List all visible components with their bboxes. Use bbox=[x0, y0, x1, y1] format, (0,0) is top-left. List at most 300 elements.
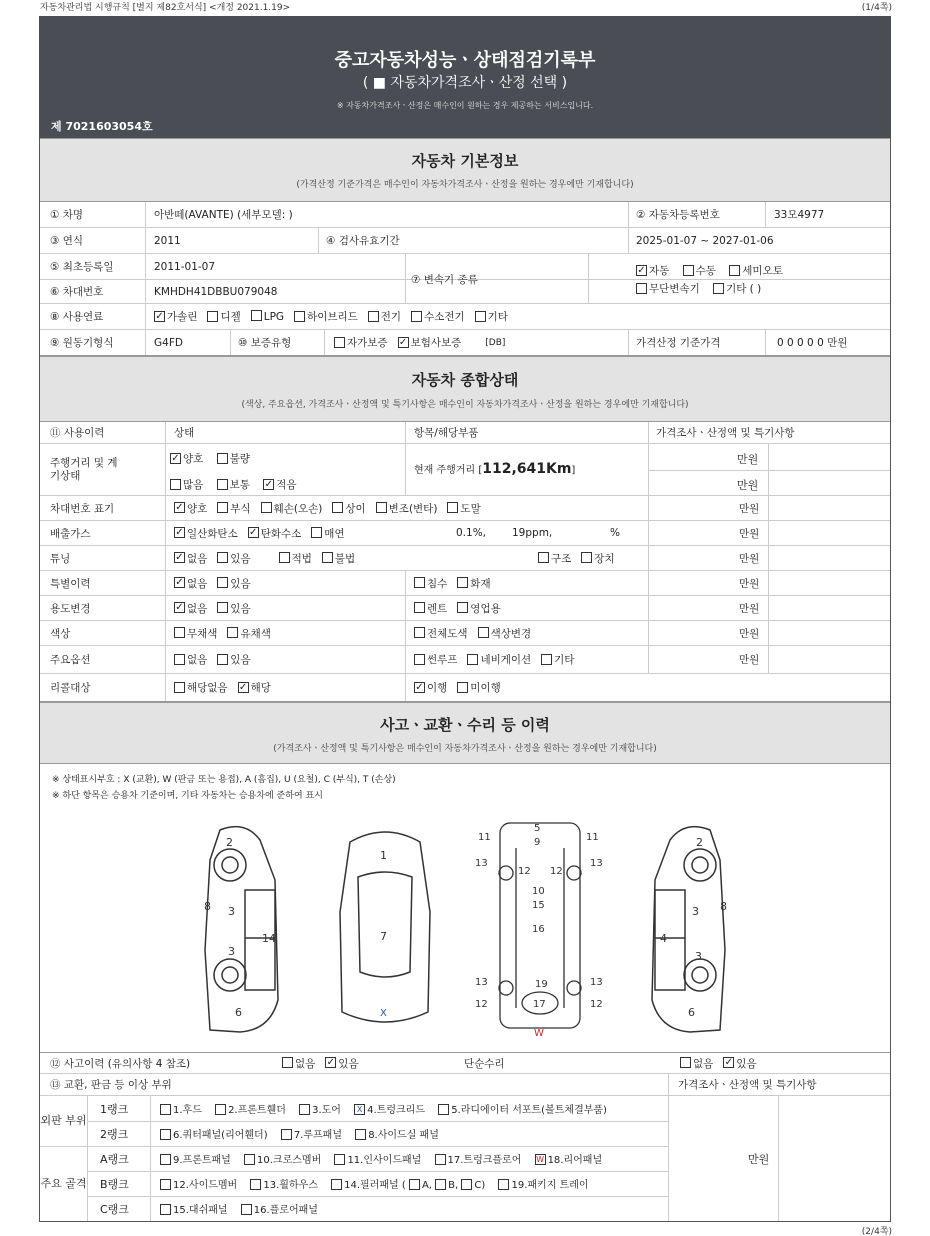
overall-subtitle: (색상, 주요옵션, 가격조사ㆍ산정액 및 특기사항은 매수인이 자동차가격조사ㆍ산정을 원하는 경우에만 기재합니다) bbox=[241, 400, 689, 410]
checkbox-gasoline[interactable]: ✓ bbox=[155, 310, 164, 322]
svg-text:3: 3 bbox=[692, 905, 699, 918]
checkbox-accident-yes[interactable]: ✓ bbox=[326, 1057, 335, 1068]
checkbox-self-warranty[interactable] bbox=[334, 337, 345, 348]
opt-pillar-c: C) bbox=[474, 1180, 486, 1191]
label-base-price: 가격산정 기준가격 bbox=[636, 337, 721, 349]
opt-flood: 침수 bbox=[427, 577, 448, 590]
svg-text:6: 6 bbox=[688, 1006, 695, 1019]
checkbox-pillar-c[interactable] bbox=[461, 1179, 472, 1190]
opt-recall-done: 이행 bbox=[427, 682, 448, 694]
checkbox-dash-panel[interactable] bbox=[160, 1204, 171, 1215]
checkbox-flood[interactable] bbox=[414, 577, 425, 588]
checkbox-mileage-bad[interactable] bbox=[217, 453, 228, 464]
checkbox-pillar-b[interactable] bbox=[435, 1179, 446, 1190]
checkbox-hybrid[interactable] bbox=[294, 311, 305, 322]
value-car-name: 아반떼(AVANTE) (세부모델: ) bbox=[154, 209, 293, 221]
svg-text:12: 12 bbox=[518, 866, 531, 877]
opt-lpg: LPG bbox=[263, 310, 285, 323]
opt-smoke: 매연 bbox=[324, 527, 345, 540]
checkbox-electric[interactable] bbox=[368, 311, 379, 322]
opt-simple-none: 없음 bbox=[693, 1057, 714, 1070]
checkbox-cross-member[interactable] bbox=[244, 1154, 255, 1165]
label-year: ③ 연식 bbox=[50, 235, 84, 247]
opt-electric: 전기 bbox=[380, 311, 402, 323]
opt-roof-panel: 7.루프패널 bbox=[293, 1130, 342, 1141]
svg-text:14: 14 bbox=[262, 932, 276, 945]
opt-dash-panel: 15.대쉬패널 bbox=[173, 1205, 228, 1216]
car-frame-diagram bbox=[470, 818, 610, 1038]
opt-color-change: 색상변경 bbox=[490, 627, 532, 640]
opt-device: 장치 bbox=[594, 552, 615, 565]
opt-side-member: 12.사이드멤버 bbox=[173, 1180, 238, 1191]
unit-vin: 만원 bbox=[739, 502, 760, 515]
label-engine: ⑨ 원동기형식 bbox=[50, 337, 114, 349]
label-parts: ⑬ 교환, 판금 등 이상 부위 bbox=[50, 1079, 172, 1091]
checkbox-front-panel[interactable] bbox=[160, 1154, 171, 1165]
color-options bbox=[170, 621, 271, 645]
transmission-options bbox=[636, 263, 783, 278]
opt-special-none: 없음 bbox=[187, 577, 208, 590]
checkbox-smoke[interactable] bbox=[311, 527, 322, 538]
opt-pillar-a: A, bbox=[421, 1180, 432, 1191]
svg-text:13: 13 bbox=[475, 977, 488, 988]
svg-text:12: 12 bbox=[550, 866, 563, 877]
value-engine: G4FD bbox=[154, 336, 183, 349]
opt-tuning-legal: 적법 bbox=[291, 552, 312, 565]
checkbox-use-none[interactable]: ✓ bbox=[175, 602, 184, 613]
opt-hydrogen: 수소전기 bbox=[424, 311, 465, 323]
option-options bbox=[170, 646, 251, 673]
mileage-bracket: ] bbox=[571, 465, 576, 476]
checkbox-fire[interactable] bbox=[457, 577, 468, 588]
checkbox-side-sill[interactable] bbox=[355, 1129, 366, 1140]
checkbox-lpg[interactable] bbox=[251, 310, 262, 321]
checkbox-full-paint[interactable] bbox=[414, 627, 425, 638]
opt-accident-none: 없음 bbox=[295, 1057, 316, 1070]
value-co: 0.1%, bbox=[456, 527, 487, 539]
checkbox-simple-none[interactable] bbox=[680, 1057, 691, 1068]
car-left-side-diagram bbox=[190, 820, 290, 1040]
checkbox-side-member[interactable] bbox=[160, 1179, 171, 1190]
opt-cvt: 무단변속기 bbox=[649, 283, 700, 295]
checkbox-recall-none[interactable] bbox=[174, 682, 185, 693]
svg-text:X: X bbox=[380, 1008, 387, 1019]
row-parts-header bbox=[40, 1074, 890, 1096]
color-parts bbox=[410, 621, 531, 645]
checkbox-simple-yes[interactable]: ✓ bbox=[724, 1057, 733, 1068]
opt-trunk-lid: 4.트렁크리드 bbox=[367, 1105, 425, 1116]
checkbox-mileage-high[interactable] bbox=[170, 479, 181, 490]
opt-full-paint: 전체도색 bbox=[427, 627, 468, 640]
unit-emission: 만원 bbox=[739, 527, 760, 540]
checkbox-pillar-a[interactable] bbox=[409, 1179, 420, 1190]
accident-history-options bbox=[278, 1053, 359, 1073]
label-warranty: ⑩ 보증유형 bbox=[238, 337, 292, 349]
checkbox-wheel-house[interactable] bbox=[250, 1179, 261, 1190]
unit-special: 만원 bbox=[739, 577, 760, 590]
label-inspection-valid: ④ 검사유효기간 bbox=[326, 235, 400, 247]
svg-text:9: 9 bbox=[534, 837, 541, 848]
special-options bbox=[170, 571, 251, 595]
opt-opt-none: 없음 bbox=[187, 654, 208, 666]
checkbox-recall-done[interactable]: ✓ bbox=[415, 681, 424, 693]
svg-text:3: 3 bbox=[695, 950, 702, 963]
value-vin: KMHDH41DBBU079048 bbox=[154, 285, 278, 298]
checkbox-roof-panel[interactable] bbox=[281, 1129, 292, 1140]
checkbox-opt-other[interactable] bbox=[541, 654, 552, 665]
value-inspection-valid: 2025-01-07 ~ 2027-01-06 bbox=[636, 234, 774, 247]
value-base-price: 0 0 0 0 0 만원 bbox=[777, 337, 848, 349]
unit-use: 만원 bbox=[739, 602, 760, 615]
emission-options bbox=[170, 521, 345, 545]
mileage-state-a bbox=[170, 451, 250, 466]
checkbox-front-fender[interactable] bbox=[215, 1104, 226, 1115]
label-special: 특별이력 bbox=[50, 577, 91, 590]
row-car-name bbox=[40, 202, 890, 228]
label-rankB: B랭크 bbox=[100, 1178, 129, 1191]
checkbox-door[interactable] bbox=[299, 1104, 310, 1115]
opt-vin-different: 상이 bbox=[345, 502, 366, 515]
opt-mileage-bad: 불량 bbox=[229, 453, 250, 465]
svg-text:16: 16 bbox=[532, 924, 545, 935]
mileage-value: 112,641Km bbox=[482, 461, 572, 477]
row-special bbox=[40, 571, 890, 596]
parts-table bbox=[40, 1096, 890, 1221]
label-outer-panel: 외판 부위 bbox=[40, 1114, 87, 1127]
checkbox-mileage-good[interactable]: ✓ bbox=[171, 452, 180, 464]
label-car-name: ① 차명 bbox=[50, 209, 84, 221]
checkbox-trunk-floor[interactable] bbox=[435, 1154, 446, 1165]
label-main-frame: 주요 골격 bbox=[40, 1176, 87, 1190]
opt-pillar-panel: 14.필러패널 ( bbox=[344, 1180, 406, 1191]
svg-text:8: 8 bbox=[720, 900, 727, 913]
opt-front-panel: 9.프론트패널 bbox=[173, 1155, 231, 1166]
opt-tuning-illegal: 불법 bbox=[334, 552, 356, 565]
checkbox-recall-yes[interactable]: ✓ bbox=[238, 681, 248, 693]
form-header-note: 자동차관리법 시행규칙 [별지 제82호서식] <개정 2021.1.19> bbox=[40, 3, 291, 13]
checkbox-diesel[interactable] bbox=[207, 311, 218, 322]
label-first-reg: ⑤ 최초등록일 bbox=[50, 261, 114, 273]
checkbox-rent[interactable] bbox=[414, 602, 425, 613]
col-history: ⑪ 사용이력 bbox=[50, 427, 105, 439]
checkbox-auto[interactable]: ✓ bbox=[637, 264, 646, 276]
checkbox-trunk-lid[interactable]: X bbox=[354, 1104, 365, 1115]
opt-structure: 구조 bbox=[551, 552, 572, 565]
row-year bbox=[40, 228, 890, 254]
frame-rankB-items bbox=[160, 1176, 589, 1191]
opt-sunroof: 썬루프 bbox=[427, 654, 458, 666]
accident-header bbox=[40, 702, 890, 764]
svg-text:2: 2 bbox=[226, 836, 233, 849]
warranty-options bbox=[330, 330, 505, 355]
label-options: 주요옵션 bbox=[50, 654, 91, 666]
opt-use-none: 없음 bbox=[187, 602, 208, 615]
opt-quarter-panel: 6.쿼터패널(리어휀더) bbox=[173, 1130, 268, 1141]
checkbox-opt-yes[interactable] bbox=[217, 654, 228, 665]
checkbox-sunroof[interactable] bbox=[414, 654, 425, 665]
opt-hybrid: 하이브리드 bbox=[307, 311, 358, 323]
opt-insurer-warranty: 보험사보증 bbox=[410, 337, 462, 349]
checkbox-hydrogen[interactable] bbox=[411, 311, 422, 322]
opt-door: 3.도어 bbox=[312, 1105, 341, 1116]
fuel-options bbox=[150, 304, 508, 329]
frame-rankA-items bbox=[160, 1151, 602, 1166]
current-mileage bbox=[414, 461, 575, 477]
checkbox-mileage-normal[interactable] bbox=[217, 479, 228, 490]
opt-mileage-high: 많음 bbox=[183, 479, 204, 491]
opt-floor-panel: 16.플로어패널 bbox=[253, 1205, 318, 1216]
label-tuning: 튜닝 bbox=[50, 552, 71, 565]
checkbox-device[interactable] bbox=[581, 552, 592, 563]
label-rankC: C랭크 bbox=[100, 1203, 129, 1216]
checkbox-chromatic[interactable] bbox=[227, 627, 238, 638]
checkbox-quarter-panel[interactable] bbox=[160, 1129, 171, 1140]
checkbox-co[interactable]: ✓ bbox=[175, 527, 184, 538]
mileage-state-b bbox=[170, 477, 297, 492]
opt-navigation: 네비게이션 bbox=[480, 654, 532, 666]
opt-fire: 화재 bbox=[470, 577, 491, 590]
unit-mileage-1: 만원 bbox=[737, 453, 759, 466]
svg-text:11: 11 bbox=[478, 832, 491, 843]
form-note: ※ 자동차가격조사ㆍ산정은 매수인이 원하는 경우 제공하는 서비스입니다. bbox=[336, 101, 594, 110]
opt-hood: 1.후드 bbox=[173, 1105, 202, 1116]
outer-rank2-items bbox=[160, 1126, 439, 1141]
checkbox-use-yes[interactable] bbox=[217, 602, 228, 613]
checkbox-package-tray[interactable] bbox=[498, 1179, 509, 1190]
form-subtitle: ( ■ 자동차가격조사ㆍ산정 선택 ) bbox=[362, 75, 568, 91]
opt-mileage-low: 적음 bbox=[276, 479, 297, 491]
label-parts-price: 가격조사ㆍ산정액 및 특기사항 bbox=[678, 1079, 817, 1091]
opt-front-fender: 2.프론트휀더 bbox=[228, 1105, 286, 1116]
checkbox-fuel-other[interactable] bbox=[475, 311, 486, 322]
tuning-parts bbox=[534, 546, 615, 570]
checkbox-business[interactable] bbox=[457, 602, 468, 613]
unit-options: 만원 bbox=[739, 654, 760, 666]
unit-mileage-2: 만원 bbox=[737, 479, 759, 492]
label-accident-history: ⑫ 사고이력 (유의사항 4 참조) bbox=[50, 1057, 191, 1070]
svg-text:10: 10 bbox=[532, 886, 545, 897]
recall-options bbox=[170, 674, 271, 701]
svg-text:13: 13 bbox=[475, 858, 488, 869]
checkbox-special-yes[interactable] bbox=[217, 577, 228, 588]
option-parts bbox=[410, 646, 574, 673]
opt-vin-corrosion: 부식 bbox=[230, 502, 251, 515]
checkbox-vin-corrosion[interactable] bbox=[217, 502, 228, 513]
use-parts bbox=[410, 596, 501, 620]
label-rankA: A랭크 bbox=[100, 1153, 129, 1166]
opt-recall-none: 해당없음 bbox=[187, 682, 228, 694]
opt-fuel-other: 기타 bbox=[487, 311, 508, 323]
opt-simple-yes: 있음 bbox=[736, 1057, 757, 1070]
tuning-options bbox=[170, 546, 355, 570]
opt-recall-not-done: 미이행 bbox=[470, 682, 501, 694]
svg-text:11: 11 bbox=[586, 832, 599, 843]
checkbox-vin-good[interactable]: ✓ bbox=[175, 502, 184, 513]
checkbox-radiator-support[interactable] bbox=[438, 1104, 449, 1115]
checkbox-structure[interactable] bbox=[538, 552, 549, 563]
opt-use-yes: 있음 bbox=[230, 602, 251, 615]
svg-text:13: 13 bbox=[590, 977, 603, 988]
svg-text:W: W bbox=[534, 1028, 544, 1038]
checkbox-rear-panel[interactable]: W bbox=[536, 1154, 545, 1164]
svg-text:8: 8 bbox=[204, 900, 211, 913]
opt-pillar-b: B, bbox=[448, 1180, 459, 1191]
checkbox-insurer-warranty[interactable]: ✓ bbox=[398, 336, 408, 348]
checkbox-achromatic[interactable] bbox=[174, 627, 185, 638]
row-fuel bbox=[40, 304, 890, 330]
label-vin: ⑥ 차대번호 bbox=[50, 286, 104, 298]
title-banner bbox=[39, 16, 891, 138]
row-options bbox=[40, 646, 890, 674]
checkbox-opt-none[interactable] bbox=[174, 654, 185, 665]
transmission-options-2 bbox=[636, 281, 761, 296]
basic-info-title: 자동차 기본정보 bbox=[411, 152, 519, 170]
value-year: 2011 bbox=[154, 234, 181, 247]
opt-tuning-none: 없음 bbox=[187, 552, 208, 565]
checkbox-trans-other[interactable] bbox=[713, 283, 724, 294]
opt-radiator-support: 5.라디에이터 서포트(볼트체결부품) bbox=[451, 1105, 607, 1116]
label-transmission: ⑦ 변속기 종류 bbox=[411, 273, 478, 286]
checkbox-inside-panel[interactable] bbox=[334, 1154, 345, 1165]
col-price-notes: 가격조사ㆍ산정액 및 특기사항 bbox=[656, 427, 795, 439]
svg-text:5: 5 bbox=[534, 823, 541, 834]
value-first-reg: 2011-01-07 bbox=[154, 260, 216, 273]
checkbox-tuning-illegal[interactable] bbox=[322, 552, 333, 563]
value-reg-number: 33모4977 bbox=[774, 209, 825, 221]
checkbox-tuning-yes[interactable] bbox=[217, 552, 228, 563]
opt-opt-yes: 있음 bbox=[230, 654, 251, 666]
opt-vin-painted: 도말 bbox=[460, 502, 481, 515]
label-rank1: 1랭크 bbox=[100, 1103, 129, 1116]
basic-info-header bbox=[40, 138, 890, 202]
checkbox-special-none[interactable]: ✓ bbox=[175, 577, 184, 588]
opt-wheel-house: 13.휠하우스 bbox=[263, 1180, 318, 1191]
checkbox-floor-panel[interactable] bbox=[241, 1204, 252, 1215]
value-hc: 19ppm, bbox=[512, 527, 553, 539]
svg-text:3: 3 bbox=[228, 945, 235, 958]
svg-text:3: 3 bbox=[228, 905, 235, 918]
label-rank2: 2랭크 bbox=[100, 1128, 129, 1141]
svg-text:12: 12 bbox=[475, 999, 488, 1010]
row-tuning bbox=[40, 546, 890, 571]
opt-special-yes: 있음 bbox=[230, 577, 251, 590]
checkbox-navigation[interactable] bbox=[467, 654, 478, 665]
svg-text:4: 4 bbox=[660, 932, 667, 945]
row-use-change bbox=[40, 596, 890, 621]
checkbox-cvt[interactable] bbox=[636, 283, 647, 294]
checkbox-vin-different[interactable] bbox=[332, 502, 343, 513]
use-options bbox=[170, 596, 251, 620]
status-legend-note: ※ 하단 항목은 승용차 기준이며, 기타 자동차는 승용차에 준하여 표시 bbox=[52, 791, 323, 801]
opt-inside-panel: 11.인사이드패널 bbox=[347, 1155, 422, 1166]
opt-cross-member: 10.크로스멤버 bbox=[257, 1155, 322, 1166]
svg-text:15: 15 bbox=[532, 900, 545, 911]
accident-title: 사고ㆍ교환ㆍ수리 등 이력 bbox=[380, 716, 550, 734]
opt-chromatic: 유채색 bbox=[240, 627, 271, 640]
opt-opt-other: 기타 bbox=[554, 654, 575, 666]
label-fuel: ⑧ 사용연료 bbox=[50, 311, 104, 323]
checkbox-color-change[interactable] bbox=[478, 627, 489, 638]
row-vin-display bbox=[40, 496, 890, 521]
value-smoke: % bbox=[610, 527, 620, 539]
opt-self-warranty: 자가보증 bbox=[347, 337, 388, 349]
svg-text:13: 13 bbox=[590, 858, 603, 869]
opt-hc: 탄화수소 bbox=[260, 527, 302, 540]
form-title: 중고자동차성능ㆍ상태점검기록부 bbox=[334, 50, 596, 71]
unit-color: 만원 bbox=[739, 627, 760, 640]
simple-repair-options bbox=[676, 1053, 757, 1073]
col-status: 상태 bbox=[174, 427, 195, 439]
label-use-change: 용도변경 bbox=[50, 602, 91, 615]
basic-info-subtitle: (가격산정 기준가격은 매수인이 자동차가격조사ㆍ산정을 원하는 경우에만 기재합니다) bbox=[296, 180, 634, 190]
outer-rank1-items bbox=[160, 1101, 607, 1116]
label-vin-display: 차대번호 표기 bbox=[50, 502, 115, 515]
opt-achromatic: 무채색 bbox=[187, 627, 218, 640]
mileage-label: 현재 주행거리 [ bbox=[414, 465, 483, 476]
unit-tuning: 만원 bbox=[739, 552, 760, 565]
svg-text:19: 19 bbox=[535, 979, 548, 990]
checkbox-recall-not-done[interactable] bbox=[457, 682, 468, 693]
opt-mileage-normal: 보통 bbox=[229, 479, 250, 491]
checkbox-accident-none[interactable] bbox=[282, 1057, 293, 1068]
opt-diesel: 디젤 bbox=[220, 311, 241, 323]
checkbox-semi[interactable] bbox=[729, 265, 740, 276]
label-recall: 리콜대상 bbox=[50, 682, 91, 694]
checkbox-mileage-low[interactable]: ✓ bbox=[264, 478, 273, 490]
opt-trunk-floor: 17.트렁크플로어 bbox=[447, 1155, 522, 1166]
opt-trans-other: 기타 ( ) bbox=[726, 283, 762, 295]
special-parts bbox=[410, 571, 491, 595]
opt-vin-good: 양호 bbox=[187, 502, 208, 515]
row-color bbox=[40, 621, 890, 646]
vin-display-options bbox=[170, 496, 481, 520]
opt-tuning-yes: 있음 bbox=[230, 552, 251, 565]
checkbox-tuning-none[interactable]: ✓ bbox=[175, 552, 184, 563]
checkbox-vin-damage[interactable] bbox=[261, 502, 272, 513]
checkbox-hc[interactable]: ✓ bbox=[249, 527, 258, 538]
label-mileage: 주행거리 및 계기상태 bbox=[50, 456, 118, 482]
opt-mileage-good: 양호 bbox=[183, 453, 204, 465]
row-accident-history bbox=[40, 1052, 890, 1074]
unit-parts: 만원 bbox=[748, 1153, 770, 1166]
opt-co: 일산화탄소 bbox=[187, 527, 238, 540]
opt-rent: 렌트 bbox=[427, 602, 448, 615]
checkbox-vin-painted[interactable] bbox=[447, 502, 458, 513]
opt-accident-yes: 있음 bbox=[338, 1057, 359, 1070]
svg-text:2: 2 bbox=[696, 836, 703, 849]
label-emission: 배출가스 bbox=[50, 527, 91, 540]
row-recall bbox=[40, 674, 890, 702]
opt-rear-panel: 18.리어패널 bbox=[547, 1155, 603, 1166]
checkbox-pillar-panel[interactable] bbox=[331, 1179, 342, 1190]
label-color: 색상 bbox=[50, 627, 71, 640]
opt-manual: 수동 bbox=[695, 265, 716, 277]
checkbox-tuning-legal[interactable] bbox=[279, 552, 290, 563]
page-number-bottom: (2/4쪽) bbox=[861, 1227, 892, 1236]
warranty-code: [DB] bbox=[485, 337, 506, 348]
opt-semi: 세미오토 bbox=[742, 265, 783, 277]
checkbox-hood[interactable] bbox=[160, 1104, 171, 1115]
col-parts: 항목/해당부품 bbox=[414, 427, 479, 439]
svg-text:7: 7 bbox=[380, 930, 387, 943]
label-simple-repair: 단순수리 bbox=[464, 1057, 505, 1070]
checkbox-manual[interactable] bbox=[683, 265, 694, 276]
row-engine bbox=[40, 330, 890, 356]
opt-auto: 자동 bbox=[649, 265, 670, 277]
opt-side-sill: 8.사이드실 패널 bbox=[368, 1130, 439, 1141]
car-right-side-diagram bbox=[640, 820, 740, 1040]
checkbox-vin-altered[interactable] bbox=[376, 502, 387, 513]
